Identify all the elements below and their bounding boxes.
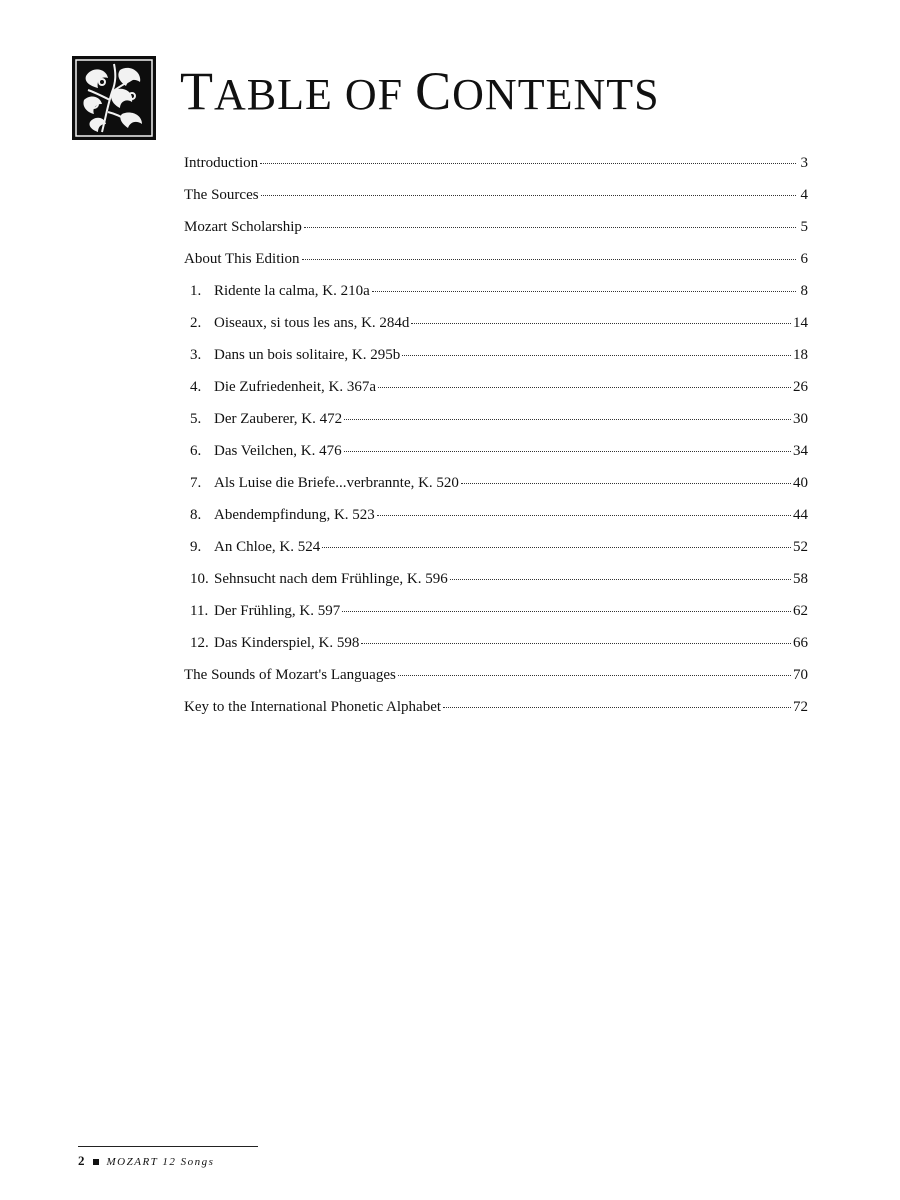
toc-entry-page: 26 bbox=[793, 379, 808, 395]
toc-entry-label bbox=[184, 339, 400, 371]
title-initial: T bbox=[180, 61, 214, 121]
dot-leader bbox=[372, 290, 796, 292]
toc-entry-label bbox=[184, 691, 441, 723]
toc-entry-title: Introduction bbox=[184, 155, 259, 171]
toc-entry-number: 11. bbox=[190, 603, 209, 619]
toc-entry-title: Der Zauberer, K. 472 bbox=[214, 411, 343, 427]
toc-entry[interactable] bbox=[184, 435, 808, 467]
dot-leader bbox=[443, 706, 791, 708]
toc-entry-page: 58 bbox=[793, 571, 808, 587]
toc-entry[interactable] bbox=[184, 563, 808, 595]
toc-entry-title: Der Frühling, K. 597 bbox=[214, 603, 341, 619]
toc-entry[interactable] bbox=[184, 627, 808, 659]
toc-entry[interactable] bbox=[184, 531, 808, 563]
toc-entry-page: 14 bbox=[793, 315, 808, 331]
toc-entry-label bbox=[184, 627, 359, 659]
toc-entry-page: 3 bbox=[800, 155, 808, 171]
toc-entry[interactable] bbox=[184, 403, 808, 435]
toc-entry[interactable] bbox=[184, 339, 808, 371]
footer-rule bbox=[78, 1146, 258, 1147]
toc-entry-title: The Sounds of Mozart's Languages bbox=[184, 667, 396, 683]
square-bullet-icon bbox=[93, 1159, 99, 1165]
toc-entry-number: 7. bbox=[190, 475, 202, 491]
book-title: MOZART 12 Songs bbox=[106, 1156, 215, 1168]
toc-entry-number: 6. bbox=[190, 443, 202, 459]
toc-entry-page: 34 bbox=[793, 443, 808, 459]
toc-entry-number: 9. bbox=[190, 539, 202, 555]
toc-entry-page: 8 bbox=[800, 283, 808, 299]
page-number: 2 bbox=[78, 1153, 85, 1168]
toc-entry-page: 62 bbox=[793, 603, 808, 619]
toc-entry[interactable] bbox=[184, 307, 808, 339]
dot-leader bbox=[344, 418, 791, 420]
toc-entry-page: 4 bbox=[800, 187, 808, 203]
dot-leader bbox=[378, 386, 791, 388]
toc-entry[interactable] bbox=[184, 595, 808, 627]
toc-entry[interactable] bbox=[184, 275, 808, 307]
toc-entry-label bbox=[184, 307, 409, 339]
toc-entry-title: Als Luise die Briefe...verbrannte, K. 520 bbox=[214, 475, 459, 491]
dot-leader bbox=[398, 674, 791, 676]
toc-entry[interactable] bbox=[184, 691, 808, 723]
toc-entry-number: 8. bbox=[190, 507, 202, 523]
toc-entry-label bbox=[184, 467, 459, 499]
title-initial: C bbox=[415, 61, 453, 121]
dot-leader bbox=[344, 450, 791, 452]
toc-entry-page: 66 bbox=[793, 635, 808, 651]
toc-entry-page: 70 bbox=[793, 667, 808, 683]
toc-entry-label bbox=[184, 275, 370, 307]
toc-entry-label bbox=[184, 595, 340, 627]
page-title bbox=[180, 62, 660, 121]
footer-text bbox=[78, 1153, 258, 1169]
toc-entry-page: 52 bbox=[793, 539, 808, 555]
dot-leader bbox=[261, 194, 796, 196]
toc-entry-label bbox=[184, 403, 342, 435]
toc-entry-label bbox=[184, 563, 448, 595]
toc-entry[interactable] bbox=[184, 179, 808, 211]
toc-entry-title: Mozart Scholarship bbox=[184, 219, 302, 235]
toc-entry-label bbox=[184, 499, 375, 531]
toc-entry-title: Das Kinderspiel, K. 598 bbox=[214, 635, 360, 651]
toc-entry[interactable] bbox=[184, 499, 808, 531]
dot-leader bbox=[402, 354, 791, 356]
toc-entry-label bbox=[184, 243, 300, 275]
dot-leader bbox=[377, 514, 791, 516]
toc-entry[interactable] bbox=[184, 467, 808, 499]
page-footer bbox=[78, 1146, 258, 1169]
toc-entry-page: 5 bbox=[800, 219, 808, 235]
toc-entry-label bbox=[184, 179, 259, 211]
dot-leader bbox=[260, 162, 796, 164]
toc-entry[interactable] bbox=[184, 659, 808, 691]
toc-entry-number: 2. bbox=[190, 315, 202, 331]
toc-entry-title: About This Edition bbox=[184, 251, 300, 267]
toc-entry-title: The Sources bbox=[184, 187, 259, 203]
toc-entry-page: 44 bbox=[793, 507, 808, 523]
toc-entry[interactable] bbox=[184, 243, 808, 275]
dot-leader bbox=[411, 322, 791, 324]
toc-entry-page: 72 bbox=[793, 699, 808, 715]
toc-entry-number: 12. bbox=[190, 635, 209, 651]
toc-entry-label bbox=[184, 531, 320, 563]
toc-entry-number: 1. bbox=[190, 283, 202, 299]
title-rest: ABLE OF bbox=[214, 70, 416, 119]
dot-leader bbox=[361, 642, 791, 644]
toc-entry-page: 18 bbox=[793, 347, 808, 363]
toc-entry-title: Dans un bois solitaire, K. 295b bbox=[214, 347, 401, 363]
table-of-contents bbox=[184, 147, 808, 723]
toc-entry-number: 4. bbox=[190, 379, 202, 395]
toc-entry-label bbox=[184, 435, 342, 467]
toc-entry-page: 6 bbox=[800, 251, 808, 267]
toc-entry-label bbox=[184, 659, 396, 691]
toc-entry-number: 10. bbox=[190, 571, 209, 587]
dot-leader bbox=[304, 226, 796, 228]
toc-entry-label bbox=[184, 371, 376, 403]
toc-entry-title: Sehnsucht nach dem Frühlinge, K. 596 bbox=[214, 571, 448, 587]
toc-entry-page: 30 bbox=[793, 411, 808, 427]
toc-entry-title: Oiseaux, si tous les ans, K. 284d bbox=[214, 315, 410, 331]
toc-entry-label bbox=[184, 211, 302, 243]
dot-leader bbox=[450, 578, 791, 580]
toc-entry-title: Das Veilchen, K. 476 bbox=[214, 443, 342, 459]
dot-leader bbox=[461, 482, 791, 484]
toc-entry-number: 5. bbox=[190, 411, 202, 427]
toc-entry[interactable] bbox=[184, 211, 808, 243]
toc-entry-page: 40 bbox=[793, 475, 808, 491]
toc-entry-title: Key to the International Phonetic Alphabet bbox=[184, 699, 442, 715]
dot-leader bbox=[342, 610, 791, 612]
dot-leader bbox=[302, 258, 796, 260]
toc-entry-title: Ridente la calma, K. 210a bbox=[214, 283, 370, 299]
leaf-ornament-icon bbox=[72, 56, 156, 140]
dot-leader bbox=[322, 546, 791, 548]
toc-entry[interactable] bbox=[184, 371, 808, 403]
toc-entry-title: Abendempfindung, K. 523 bbox=[214, 507, 375, 523]
toc-entry[interactable] bbox=[184, 147, 808, 179]
toc-entry-title: An Chloe, K. 524 bbox=[214, 539, 321, 555]
toc-entry-number: 3. bbox=[190, 347, 202, 363]
title-rest: ONTENTS bbox=[452, 70, 660, 119]
toc-entry-label bbox=[184, 147, 258, 179]
toc-entry-title: Die Zufriedenheit, K. 367a bbox=[214, 379, 377, 395]
